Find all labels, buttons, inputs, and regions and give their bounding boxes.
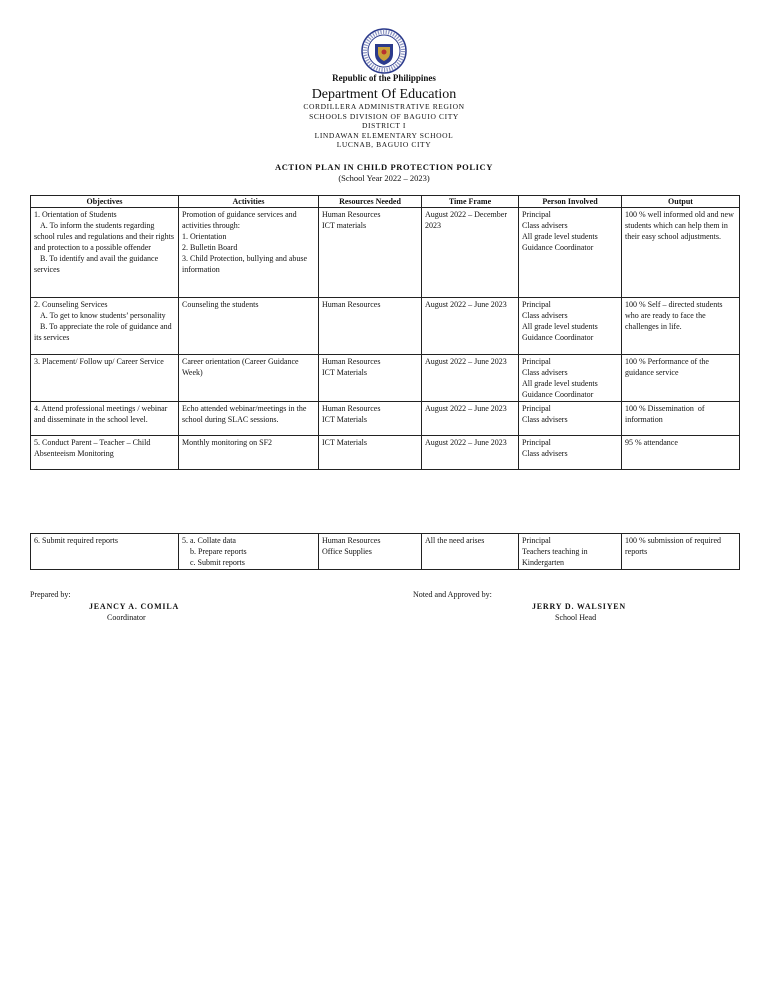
approved-by-name: JERRY D. WALSIYEN xyxy=(532,602,627,611)
table-row xyxy=(31,355,740,402)
table-row xyxy=(31,534,740,570)
table-cell: 100 % Dissemination of information xyxy=(622,402,740,436)
prepared-by-role: Coordinator xyxy=(107,613,146,622)
action-plan-table xyxy=(30,195,740,470)
table-cell: 1. Orientation of Students A. To inform the students regarding school rules and regulations and their rights and protection to a possible offender B. To identify and avail the guidance services xyxy=(31,208,179,298)
column-header: Output xyxy=(622,196,740,208)
table-cell: 100 % well informed old and new students which can help them in their easy school adjustments. xyxy=(622,208,740,298)
table-row xyxy=(31,436,740,470)
action-plan-table-continued xyxy=(30,533,740,570)
column-header: Resources Needed xyxy=(319,196,422,208)
table-cell: ICT Materials xyxy=(319,436,422,470)
table-cell: Human Resources ICT materials xyxy=(319,208,422,298)
table-cell: Principal Teachers teaching in Kindergarten xyxy=(519,534,622,570)
table-cell: Monthly monitoring on SF2 xyxy=(179,436,319,470)
office-line: LUCNAB, BAGUIO CITY xyxy=(336,140,432,149)
office-line: CORDILLERA ADMINISTRATIVE REGION xyxy=(303,102,465,111)
table-cell: 2. Counseling Services A. To get to know students’ personality B. To appreciate the role of guidance and its services xyxy=(31,298,179,355)
table-cell: Principal Class advisers xyxy=(519,436,622,470)
table-cell: Principal Class advisers xyxy=(519,402,622,436)
table-cell: 3. Placement/ Follow up/ Career Service xyxy=(31,355,179,402)
table-cell: 5. Conduct Parent – Teacher – Child Absenteeism Monitoring xyxy=(31,436,179,470)
table-row xyxy=(31,208,740,298)
table-cell: Career orientation (Career Guidance Week) xyxy=(179,355,319,402)
table-cell: 100 % Self – directed students who are ready to face the challenges in life. xyxy=(622,298,740,355)
table-cell: 100 % Performance of the guidance service xyxy=(622,355,740,402)
republic-line: Republic of the Philippines xyxy=(332,73,436,83)
department-name: Department Of Education xyxy=(311,87,457,102)
table-cell: 100 % submission of required reports xyxy=(622,534,740,570)
column-header: Activities xyxy=(179,196,319,208)
column-header: Time Frame xyxy=(422,196,519,208)
deped-seal-icon xyxy=(361,28,407,74)
table-cell: Promotion of guidance services and activities through: 1. Orientation 2. Bulletin Board 3. Child Protection, bullying and abuse information xyxy=(179,208,319,298)
table-cell: August 2022 – June 2023 xyxy=(422,355,519,402)
table-row xyxy=(31,298,740,355)
table-cell: August 2022 – June 2023 xyxy=(422,436,519,470)
table-cell: Echo attended webinar/meetings in the school during SLAC sessions. xyxy=(179,402,319,436)
table-cell: 4. Attend professional meetings / webinar and disseminate in the school level. xyxy=(31,402,179,436)
table-cell: 95 % attendance xyxy=(622,436,740,470)
office-line: DISTRICT I xyxy=(362,121,406,130)
table-cell: 6. Submit required reports xyxy=(31,534,179,570)
office-line: SCHOOLS DIVISION OF BAGUIO CITY xyxy=(309,111,459,121)
table-cell: Human Resources ICT Materials xyxy=(319,402,422,436)
office-lines xyxy=(0,102,768,150)
table-cell: August 2022 – December 2023 xyxy=(422,208,519,298)
table-cell: Principal Class advisers All grade level students Guidance Coordinator xyxy=(519,208,622,298)
table-row xyxy=(31,402,740,436)
prepared-by-label: Prepared by: xyxy=(30,590,71,599)
table-header-row xyxy=(31,196,740,208)
table-cell: All the need arises xyxy=(422,534,519,570)
table-cell: Principal Class advisers All grade level students Guidance Coordinator xyxy=(519,298,622,355)
table-cell: August 2022 – June 2023 xyxy=(422,402,519,436)
document-title: ACTION PLAN IN CHILD PROTECTION POLICY xyxy=(274,162,494,172)
table-cell: August 2022 – June 2023 xyxy=(422,298,519,355)
table-cell: 5. a. Collate data b. Prepare reports c. Submit reports xyxy=(179,534,319,570)
school-year: (School Year 2022 – 2023) xyxy=(338,173,430,183)
table-cell: Principal Class advisers All grade level students Guidance Coordinator xyxy=(519,355,622,402)
prepared-by-name: JEANCY A. COMILA xyxy=(89,602,180,611)
column-header: Person Involved xyxy=(519,196,622,208)
table-cell: Counseling the students xyxy=(179,298,319,355)
approved-by-label: Noted and Approved by: xyxy=(413,590,492,599)
column-header: Objectives xyxy=(31,196,179,208)
table-cell: Human Resources Office Supplies xyxy=(319,534,422,570)
office-line: LINDAWAN ELEMENTARY SCHOOL xyxy=(314,130,454,140)
table-cell: Human Resources ICT Materials xyxy=(319,355,422,402)
table-cell: Human Resources xyxy=(319,298,422,355)
approved-by-role: School Head xyxy=(555,613,597,622)
